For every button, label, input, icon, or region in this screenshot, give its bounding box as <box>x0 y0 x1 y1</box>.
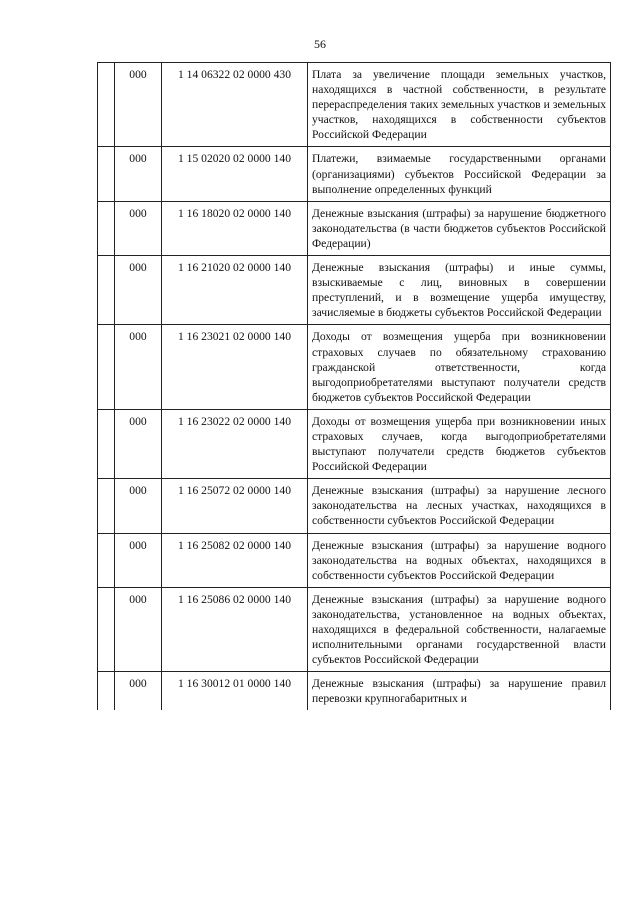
table-row <box>98 479 611 533</box>
row-marker-cell <box>98 256 115 325</box>
revenue-name-cell: Денежные взыскания (штрафы) и иные суммы, взыскиваемые с лиц, виновных в совершении преступлений, и в возмещение ущерба имуществу, зачисляемые в бюджеты субъектов Российской Федерации <box>308 256 611 325</box>
kbk-code-cell: 1 16 23021 02 0000 140 <box>162 325 308 409</box>
revenue-name-cell: Денежные взыскания (штрафы) за нарушение бюджетного законодательства (в части бюджетов субъектов Российской Федерации) <box>308 201 611 255</box>
table-row <box>98 201 611 255</box>
row-marker-cell <box>98 63 115 147</box>
revenue-name-cell: Доходы от возмещения ущерба при возникновении страховых случаев по обязательному страхованию гражданской ответственности, когда выгодоприобретателями выступают получатели средств бюджетов субъектов Российской Федерации <box>308 325 611 409</box>
admin-code-cell: 000 <box>115 147 162 201</box>
table-row <box>98 587 611 671</box>
admin-code-cell: 000 <box>115 63 162 147</box>
table-row <box>98 533 611 587</box>
revenue-name-cell: Денежные взыскания (штрафы) за нарушение водного законодательства, установленное на водных объектах, находящихся в федеральной собственности, налагаемые исполнительными органами государственной власти субъектов Российской Федерации <box>308 587 611 671</box>
row-marker-cell <box>98 325 115 409</box>
revenue-name-cell: Денежные взыскания (штрафы) за нарушение лесного законодательства на лесных участках, находящихся в собственности субъектов Российской Федерации <box>308 479 611 533</box>
row-marker-cell <box>98 533 115 587</box>
revenue-name-cell: Плата за увеличение площади земельных участков, находящихся в частной собственности, в результате перераспределения таких земельных участков и земельных участков, находящихся в собственности субъектов Российской Федерации <box>308 63 611 147</box>
admin-code-cell: 000 <box>115 479 162 533</box>
kbk-code-cell: 1 14 06322 02 0000 430 <box>162 63 308 147</box>
kbk-code-cell: 1 16 18020 02 0000 140 <box>162 201 308 255</box>
admin-code-cell: 000 <box>115 256 162 325</box>
admin-code-cell: 000 <box>115 325 162 409</box>
budget-revenue-table <box>97 62 611 710</box>
admin-code-cell: 000 <box>115 409 162 478</box>
revenue-name-cell: Денежные взыскания (штрафы) за нарушение правил перевозки крупногабаритных и <box>308 672 611 711</box>
kbk-code-cell: 1 15 02020 02 0000 140 <box>162 147 308 201</box>
table-row <box>98 672 611 711</box>
revenue-name-cell: Денежные взыскания (штрафы) за нарушение водного законодательства на водных объектах, находящихся в собственности субъектов Российской Федерации <box>308 533 611 587</box>
admin-code-cell: 000 <box>115 672 162 711</box>
table-row <box>98 409 611 478</box>
kbk-code-cell: 1 16 23022 02 0000 140 <box>162 409 308 478</box>
table-row <box>98 63 611 147</box>
row-marker-cell <box>98 201 115 255</box>
kbk-code-cell: 1 16 25072 02 0000 140 <box>162 479 308 533</box>
kbk-code-cell: 1 16 25082 02 0000 140 <box>162 533 308 587</box>
row-marker-cell <box>98 587 115 671</box>
table-row <box>98 147 611 201</box>
admin-code-cell: 000 <box>115 201 162 255</box>
row-marker-cell <box>98 409 115 478</box>
kbk-code-cell: 1 16 21020 02 0000 140 <box>162 256 308 325</box>
kbk-code-cell: 1 16 25086 02 0000 140 <box>162 587 308 671</box>
admin-code-cell: 000 <box>115 533 162 587</box>
page-number: 56 <box>314 37 326 51</box>
revenue-name-cell: Платежи, взимаемые государственными органами (организациями) субъектов Российской Федерации за выполнение определенных функций <box>308 147 611 201</box>
row-marker-cell <box>98 672 115 711</box>
row-marker-cell <box>98 147 115 201</box>
revenue-name-cell: Доходы от возмещения ущерба при возникновении иных страховых случаев, когда выгодоприобретателями выступают получатели средств бюджетов субъектов Российской Федерации <box>308 409 611 478</box>
row-marker-cell <box>98 479 115 533</box>
admin-code-cell: 000 <box>115 587 162 671</box>
table-row <box>98 325 611 409</box>
kbk-code-cell: 1 16 30012 01 0000 140 <box>162 672 308 711</box>
table-row <box>98 256 611 325</box>
